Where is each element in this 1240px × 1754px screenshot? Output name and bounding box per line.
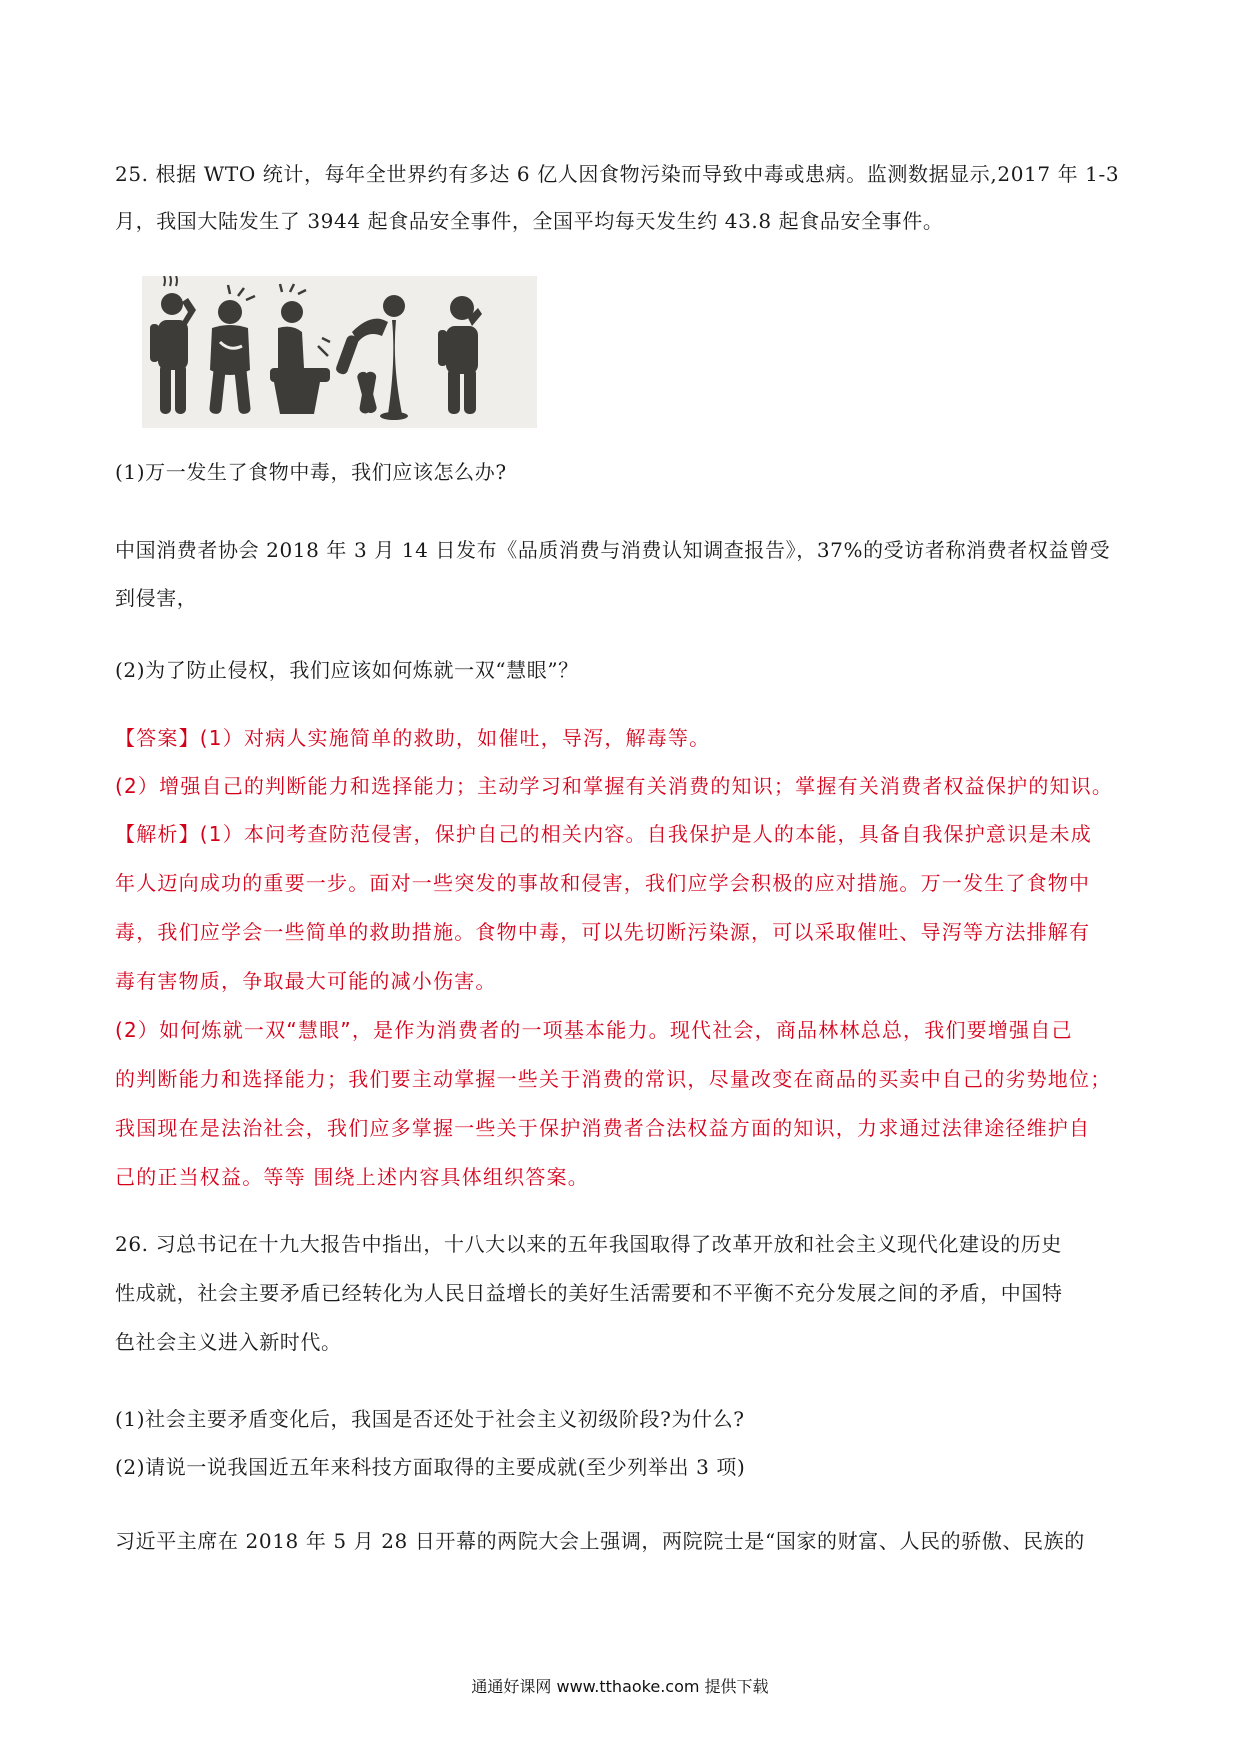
q26-intro-line1: 26. 习总书记在十九大报告中指出，十八大以来的五年我国取得了改革开放和社会主义现代化建设的历史 — [115, 1232, 1062, 1256]
nausea-figure-icon — [438, 296, 482, 414]
stomachache-figure-icon — [209, 285, 255, 414]
q25-context-line1: 中国消费者协会 2018 年 3 月 14 日发布《品质消费与消费认知调查报告》，37%的受访者称消费者权益曾受 — [115, 538, 1111, 562]
q25-sub-question-1: (1)万一发生了食物中毒，我们应该怎么办? — [115, 460, 507, 484]
q25-analysis-line5: (2）如何炼就一双“慧眼”，是作为消费者的一项基本能力。现代社会，商品林林总总，我们要增强自己 — [115, 1018, 1073, 1042]
q25-answer-line1: 【答案】(1）对病人实施简单的救助，如催吐，导泻，解毒等。 — [115, 726, 711, 750]
q26-intro-line2: 性成就，社会主要矛盾已经转化为人民日益增长的美好生活需要和不平衡不充分发展之间的矛盾，中国特 — [115, 1281, 1063, 1305]
q25-analysis-line7: 我国现在是法治社会，我们应多掌握一些关于保护消费者合法权益方面的知识，力求通过法律途径维护自 — [115, 1116, 1091, 1140]
toilet-figure-icon — [270, 284, 330, 414]
q25-analysis-line3: 毒，我们应学会一些简单的救助措施。食物中毒，可以先切断污染源，可以采取催吐、导泻等方法排解有 — [115, 920, 1091, 944]
q26-intro-line3: 色社会主义进入新时代。 — [115, 1330, 342, 1354]
vomiting-figure-icon — [335, 295, 408, 420]
q26-context-line1: 习近平主席在 2018 年 5 月 28 日开幕的两院大会上强调，两院院士是“国家的财富、人民的骄傲、民族的 — [115, 1529, 1085, 1553]
q25-context-line2: 到侵害， — [115, 586, 198, 610]
q25-analysis-line8: 己的正当权益。等等 围绕上述内容具体组织答案。 — [115, 1165, 589, 1189]
q25-analysis-line2: 年人迈向成功的重要一步。面对一些突发的事故和侵害，我们应学会积极的应对措施。万一发生了食物中 — [115, 871, 1091, 895]
q25-intro-line1: 25. 根据 WTO 统计，每年全世界约有多达 6 亿人因食物污染而导致中毒或患病。监测数据显示,2017 年 1-3 — [115, 162, 1120, 186]
q25-analysis-line1: 【解析】(1）本问考查防范侵害，保护自己的相关内容。自我保护是人的本能，具备自我保护意识是未成 — [115, 822, 1092, 846]
q26-sub-question-1: (1)社会主要矛盾变化后，我国是否还处于社会主义初级阶段?为什么? — [115, 1407, 745, 1431]
food-poisoning-symptoms-figure — [142, 276, 537, 428]
q25-sub-question-2: (2)为了防止侵权，我们应该如何炼就一双“慧眼”？ — [115, 658, 579, 682]
page-footer: 通通好课网 www.tthaoke.com 提供下载 — [471, 1677, 769, 1696]
q25-analysis-line6: 的判断能力和选择能力；我们要主动掌握一些关于消费的常识，尽量改变在商品的买卖中自己的劣势地位； — [115, 1067, 1112, 1091]
q26-sub-question-2: (2)请说一说我国近五年来科技方面取得的主要成就(至少列举出 3 项) — [115, 1455, 746, 1479]
q25-intro-line2: 月，我国大陆发生了 3944 起食品安全事件，全国平均每天发生约 43.8 起食品安全事件。 — [115, 209, 944, 233]
q25-answer-line2: (2）增强自己的判断能力和选择能力；主动学习和掌握有关消费的知识；掌握有关消费者权益保护的知识。 — [115, 774, 1114, 798]
headache-figure-icon — [150, 276, 196, 414]
q25-analysis-line4: 毒有害物质，争取最大可能的减小伤害。 — [115, 969, 497, 993]
